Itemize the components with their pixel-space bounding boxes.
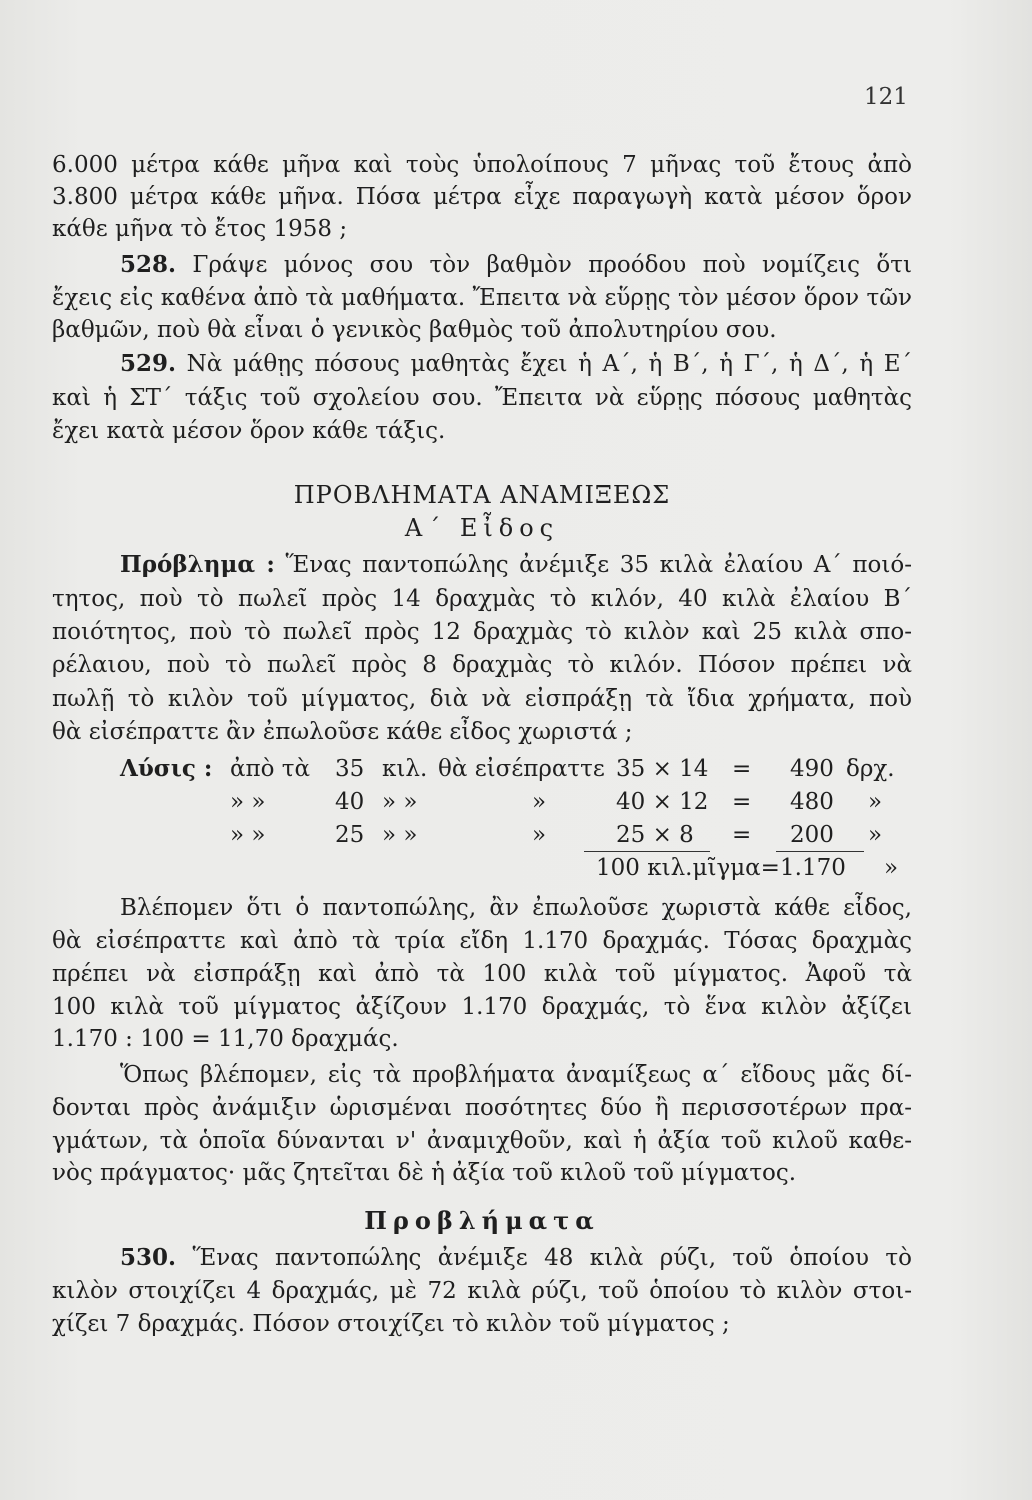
problems-heading: Προβλήματα — [364, 1206, 600, 1235]
solution-cell: » — [532, 822, 547, 848]
exercise-number: 528. — [120, 251, 177, 278]
section-title: ΠΡΟΒΛΗΜΑΤΑ ΑΝΑΜΙΞΕΩΣ — [293, 481, 671, 509]
solution-cell: 480 — [790, 789, 834, 815]
sum-rule — [776, 851, 864, 852]
solution-row — [120, 820, 920, 850]
exercise-text: Ἕνας παντοπώλης ἀνέμιξε 48 κιλὰ ρύζι, τοῦ ὁποίου τὸ — [192, 1245, 912, 1271]
solution-cell: = — [732, 822, 752, 848]
text-line: 1.170 : 100 = 11,70 δραχμάς. — [52, 1026, 399, 1052]
solution-cell: 200 — [790, 822, 834, 848]
text-line: ἔχει κατὰ μέσον ὅρον κάθε τάξις. — [52, 418, 446, 444]
solution-cell: » » — [382, 822, 418, 848]
solution-total-row — [120, 853, 920, 883]
text-line: κιλὸν στοιχίζει 4 δραχμάς, μὲ 72 κιλὰ ρύζι, τοῦ ὁποίου τὸ κιλὸν στοι- — [52, 1278, 912, 1304]
solution-cell: 25 — [335, 822, 365, 848]
text-line: θὰ εἰσέπραττε καὶ ἀπὸ τὰ τρία εἴδη 1.170 δραχμάς. Τόσας δραχμὰς — [52, 928, 912, 954]
solution-cell: » » — [230, 789, 266, 815]
exercise-number: 529. — [120, 350, 177, 377]
page-number: 121 — [864, 84, 908, 110]
exercise-528-first-line — [120, 250, 912, 280]
exercise-text: Γράψε μόνος σου τὸν βαθμὸν προόδου ποὺ νομίζεις ὅτι — [192, 252, 912, 278]
solution-cell: » » — [230, 822, 266, 848]
text-line: 100 κιλὰ τοῦ μίγματος ἀξίζουν 1.170 δραχμάς, τὸ ἕνα κιλὸν ἀξίζει — [52, 994, 912, 1020]
solution-cell: » — [868, 789, 883, 815]
total-unit: » — [884, 855, 899, 881]
text-line: τητος, ποὺ τὸ πωλεῖ πρὸς 14 δραχμὰς τὸ κιλόν, 40 κιλὰ ἐλαίου Β΄ — [52, 586, 912, 612]
section-subtitle: Α΄ Εἶδος — [404, 514, 560, 542]
total-label: 100 κιλ.μῖγμα= — [596, 855, 780, 881]
text-line: νὸς πράγματος· μᾶς ζητεῖται δὲ ἡ ἀξία τοῦ κιλοῦ τοῦ μίγματος. — [52, 1160, 797, 1186]
solution-cell: » » — [382, 789, 418, 815]
text-line: πρέπει νὰ εἰσπράξῃ καὶ ἀπὸ τὰ 100 κιλὰ τοῦ μίγματος. Ἀφοῦ τὰ — [52, 961, 912, 987]
text-line: κάθε μῆνα τὸ ἔτος 1958 ; — [52, 216, 348, 242]
text-line: 3.800 μέτρα κάθε μῆνα. Πόσα μέτρα εἶχε παραγωγὴ κατὰ μέσον ὅρον — [52, 184, 912, 210]
problem-label: Πρόβλημα : — [120, 551, 275, 578]
text-line: ἔχεις εἰς καθένα ἀπὸ τὰ μαθήματα. Ἔπειτα νὰ εὕρῃς τὸν μέσον ὅρον τῶν — [52, 285, 912, 311]
text-line: χίζει 7 δραχμάς. Πόσον στοιχίζει τὸ κιλὸν τοῦ μίγματος ; — [52, 1311, 730, 1337]
solution-cell: κιλ. — [382, 756, 428, 782]
solution-cell: θὰ εἰσέπραττε — [438, 756, 605, 782]
text-line: καὶ ἡ ΣΤ΄ τάξις τοῦ σχολείου σου. Ἔπειτα νὰ εὕρῃς πόσους μαθητὰς — [52, 385, 912, 411]
problem-first-line — [120, 550, 912, 580]
problem-text: Ἕνας παντοπώλης ἀνέμιξε 35 κιλὰ ἐλαίου Α΄ ποιό- — [285, 552, 913, 578]
text-line: Ὅπως βλέπομεν, εἰς τὰ προβλήματα ἀναμίξεως α΄ εἴδους μᾶς δί- — [120, 1062, 912, 1088]
solution-cell: ἀπὸ τὰ — [230, 756, 311, 782]
solution-label: Λύσις : — [120, 755, 213, 782]
sum-rule — [584, 851, 710, 852]
solution-row — [120, 787, 920, 817]
text-line: βαθμῶν, ποὺ θὰ εἶναι ὁ γενικὸς βαθμὸς τοῦ ἀπολυτηρίου σου. — [52, 317, 777, 343]
text-line: θὰ εἰσέπραττε ἂν ἐπωλοῦσε κάθε εἶδος χωριστά ; — [52, 719, 633, 745]
text-line: δονται πρὸς ἀνάμιξιν ὡρισμέναι ποσότητες δύο ἢ περισσοτέρων πρα- — [52, 1095, 912, 1121]
solution-cell: = — [732, 789, 752, 815]
solution-cell: » — [532, 789, 547, 815]
solution-cell: 35 × 14 — [616, 756, 709, 782]
solution-cell: » — [868, 822, 883, 848]
text-line: πωλῇ τὸ κιλὸν τοῦ μίγματος, διὰ νὰ εἰσπράξῃ τὰ ἴδια χρήματα, ποὺ — [52, 686, 912, 712]
text-line: ποιότητος, ποὺ τὸ πωλεῖ πρὸς 12 δραχμὰς τὸ κιλὸν καὶ 25 κιλὰ σπο- — [52, 619, 912, 645]
solution-cell: δρχ. — [846, 756, 895, 782]
solution-cell: 25 × 8 — [616, 822, 694, 848]
text-line: Βλέπομεν ὅτι ὁ παντοπώλης, ἂν ἐπωλοῦσε χωριστὰ κάθε εἶδος, — [120, 895, 912, 921]
exercise-number: 530. — [120, 1244, 177, 1271]
solution-cell: = — [732, 756, 752, 782]
exercise-529-first-line — [120, 349, 912, 379]
exercise-530-first-line — [120, 1243, 912, 1273]
solution-cell: 40 — [335, 789, 365, 815]
text-line: 6.000 μέτρα κάθε μῆνα καὶ τοὺς ὑπολοίπους 7 μῆνας τοῦ ἔτους ἀπὸ — [52, 152, 912, 178]
solution-row — [120, 754, 920, 784]
solution-cell: 40 × 12 — [616, 789, 709, 815]
text-line: ρέλαιου, ποὺ τὸ πωλεῖ πρὸς 8 δραχμὰς τὸ κιλόν. Πόσον πρέπει νὰ — [52, 652, 912, 678]
text-line: γμάτων, τὰ ὁποῖα δύνανται ν' ἀναμιχθοῦν, καὶ ἡ ἀξία τοῦ κιλοῦ καθε- — [52, 1128, 912, 1154]
solution-cell: 490 — [790, 756, 834, 782]
solution-cell: 35 — [335, 756, 365, 782]
total-value: 1.170 — [780, 855, 846, 881]
exercise-text: Νὰ μάθῃς πόσους μαθητὰς ἔχει ἡ Α΄, ἡ Β΄, ἡ Γ΄, ἡ Δ΄, ἡ Ε΄ — [186, 351, 913, 377]
